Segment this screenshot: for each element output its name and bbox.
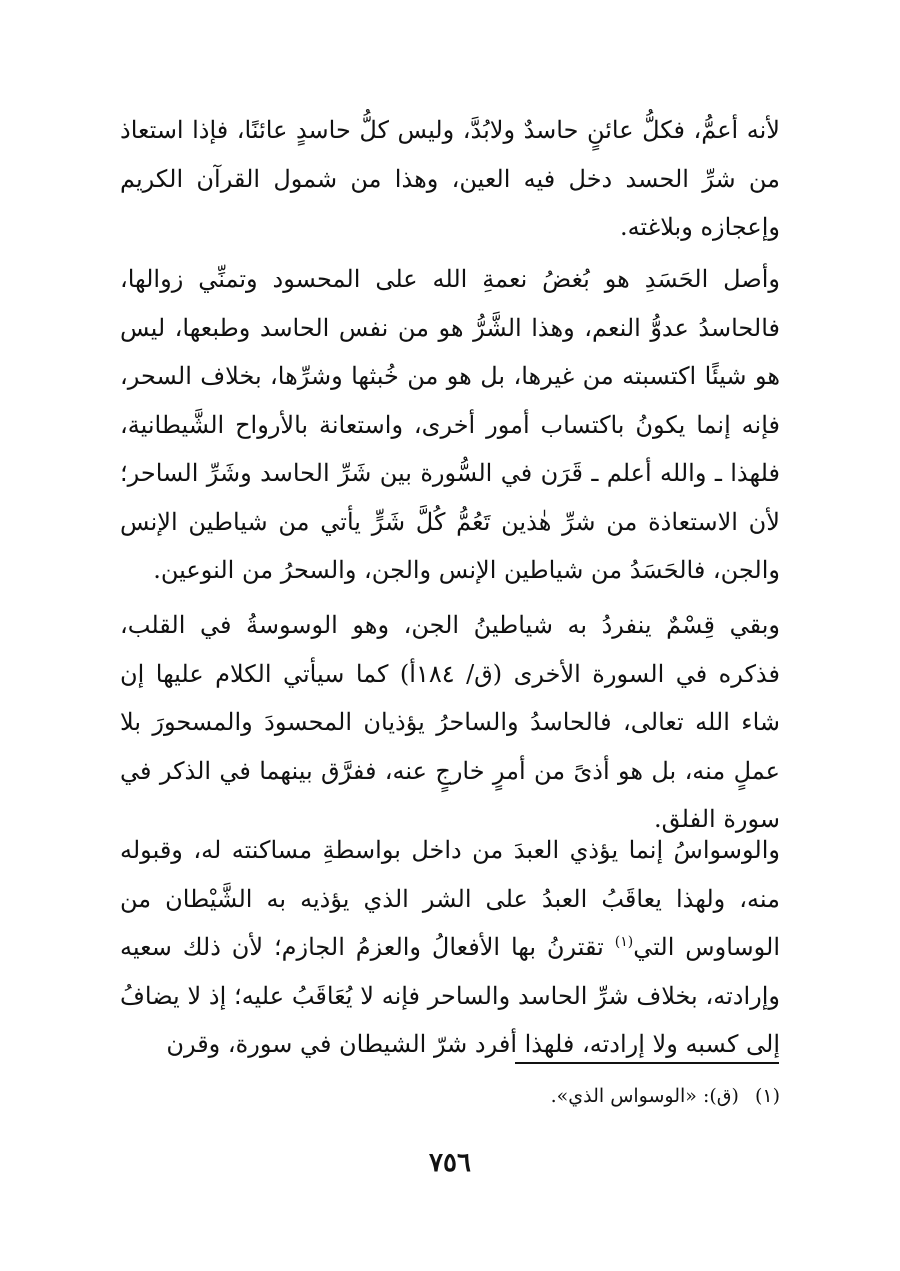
paragraph-1: لأنه أعمُّ، فكلُّ عائنٍ حاسدٌ ولابُدَّ، وليس كلُّ حاسدٍ عائنًا، فإذا استعاذ من شرِّ الحسد دخل فيه العين، وهذا من شمول القرآن الكريم وإعجازه وبلاغته. [120,116,780,241]
paragraph-3: وبقي قِسْمٌ ينفردُ به شياطينُ الجن، وهو الوسوسةُ في القلب، فذكره في السورة الأخرى (ق/ ١٨٤أ) كما سيأتي الكلام عليها إن شاء الله تعالى، فالحاسدُ والساحرُ يؤذيان المحسودَ والمسحورَ بلا عملٍ منه، بل هو أذىً من أمرٍ خارجٍ عنه، ففرَّق بينهما في الذكر في سورة الفلق. [120,611,780,833]
footnote-text: (ق): «الوسواس الذي». [550,1085,739,1107]
footnote-divider [515,1062,779,1064]
page-number: ٧٥٦ [429,1148,471,1178]
footnote-number: (١) [754,1085,780,1107]
footnote-reference: (١) [614,934,634,950]
paragraph-4 [120,826,780,1069]
paragraph-4-text-end: تقترنُ بها الأفعالُ والعزمُ الجازم؛ لأن ذلك سعيه وإرادته، بخلاف شرِّ الحاسد والساحر فإنه لا يُعَاقَبُ عليه؛ إذ لا يضافُ إلى كسبه ولا إرادته، فلهذا أفرد شرّ الشيطان في سورة، وقرن [120,933,780,1058]
footnote [300,1080,780,1112]
paragraph-2: وأصل الحَسَدِ هو بُغضُ نعمةِ الله على المحسود وتمنِّي زوالها، فالحاسدُ عدوُّ النعم، وهذا الشَّرُّ هو من نفس الحاسد وطبعها، ليس هو شيئًا اكتسبته من غيرها، بل هو من خُبثها وشرِّها، بخلاف السحر، فإنه إنما يكونُ باكتساب أمور أخرى، واستعانة بالأرواح الشَّيطانية، فلهذا ـ والله أعلم ـ قَرَن في السُّورة بين شَرِّ الحاسد وشَرِّ الساحر؛ لأن الاستعاذة من شرِّ هٰذين تَعُمُّ كُلَّ شَرٍّ يأتي من شياطين الإنس والجن، فالحَسَدُ من شياطين الإنس والجن، والسحرُ من النوعين. [120,265,780,584]
paragraph-4-text-start: والوسواسُ إنما يؤذي العبدَ من داخل بواسطةِ مساكنته له، وقبوله منه، ولهذا يعاقَبُ العبدُ على الشر الذي يؤذيه به الشَّيْطان من الوساوس التي [120,836,780,961]
